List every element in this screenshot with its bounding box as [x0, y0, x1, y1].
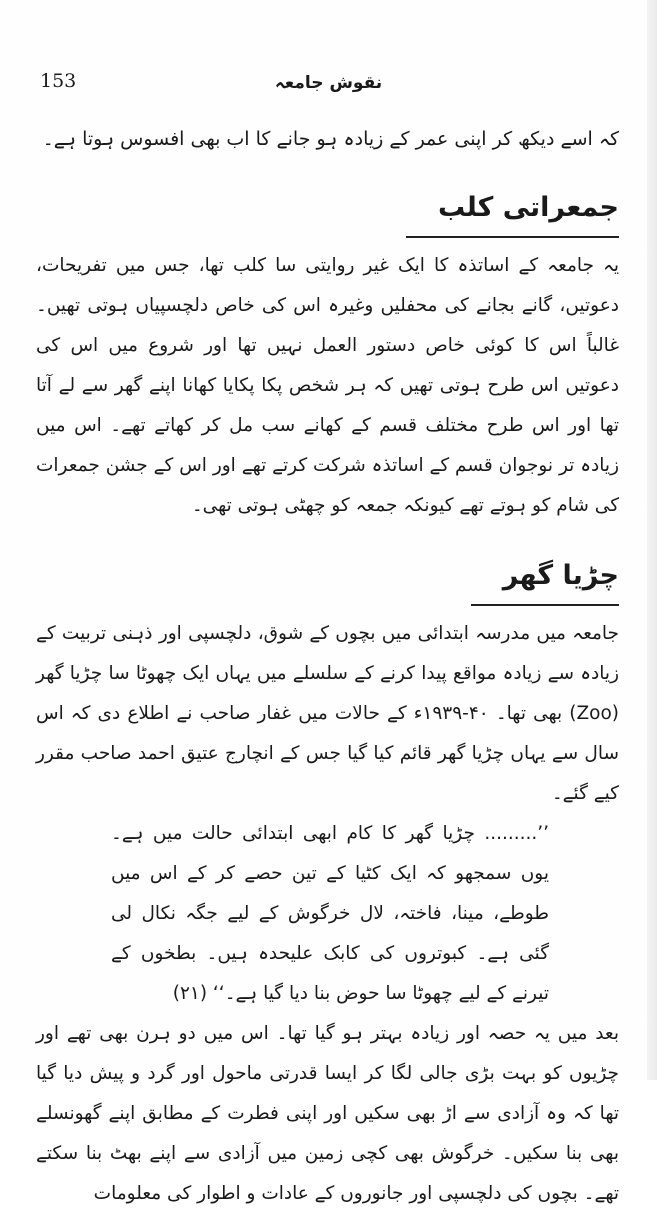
- page-content: [36, 120, 619, 1214]
- intro-line: کہ اسے دیکھ کر اپنی عمر کے زیادہ ہو جانے کا اب بھی افسوس ہوتا ہے۔: [42, 128, 619, 150]
- section-heading-wrap: [36, 188, 619, 238]
- section-heading-wrap: [36, 556, 619, 606]
- paragraph-thursday-club: یہ جامعہ کے اساتذہ کا ایک غیر روایتی سا کلب تھا، جس میں تفریحات، دعوتیں، گانے بجانے کی محفلیں وغیرہ اس کی خاص دلچسپیاں ہوتی تھیں۔ غالباً اس کا کوئی خاص دستور العمل نہیں تھا اور شروع میں اس کی دعوتیں اس طرح ہوتی تھیں کہ ہر شخص پکا پکایا کھانا اپنے گھر سے لے آتا تھا اور اس طرح مختلف قسم کے کھانے سب مل کر کھاتے تھے۔ اس میں زیادہ تر نوجوان قسم کے اساتذہ شرکت کرتے تھے اور اس کے جشن جمعرات کی شام کو ہوتے تھے کیونکہ جمعہ کو چھٹی ہوتی تھی۔: [36, 255, 619, 516]
- section-heading-thursday-club: جمعراتی کلب: [406, 188, 619, 238]
- page-edge: [647, 0, 657, 1080]
- paragraph-zoo-continued: بعد میں یہ حصہ اور زیادہ بہتر ہو گیا تھا۔ اس میں دو ہرن بھی تھے اور چڑیوں کو بہت بڑی جالی لگا کر ایسا قدرتی ماحول اور گرد و پیش دیا گیا تھا کہ وہ آزادی سے اڑ بھی سکیں اور اپنی فطرت کے مطابق اپنے گھونسلے بھی بنا سکیں۔ خرگوش بھی کچی زمین میں آزادی سے اپنے بھٹ بنا سکتے تھے۔ بچوں کی دلچسپی اور جانوروں کے عادات و اطوار کی معلومات: [36, 1023, 619, 1204]
- section-heading-zoo: چڑیا گھر: [471, 556, 619, 606]
- page-header: [40, 70, 617, 100]
- paragraph-zoo: جامعہ میں مدرسہ ابتدائی میں بچوں کے شوق، دلچسپی اور ذہنی تربیت کے زیادہ سے زیادہ مواقع پیدا کرنے کے سلسلے میں یہاں ایک چھوٹا سا چڑیا گھر (Zoo) بھی تھا۔ ۴۰-۱۹۳۹ء کے حالات میں غفار صاحب نے اطلاع دی کہ اس سال سے یہاں چڑیا گھر قائم کیا گیا جس کے انچارج عتیق احمد صاحب مقرر کیے گئے۔: [36, 623, 619, 804]
- running-title: نقوش جامعہ: [274, 73, 383, 93]
- page-number: 153: [40, 70, 77, 92]
- block-quote: ’’......... چڑیا گھر کا کام ابھی ابتدائی حالت میں ہے۔ یوں سمجھو کہ ایک کٹیا کے تین حصے کر کے اس میں طوطے، مینا، فاختہ، لال خرگوش کے لیے جگہ نکال لی گئی ہے۔ کبوتروں کی کابک علیحدہ ہیں۔ بطخوں کے تیرنے کے لیے چھوٹا سا حوض بنا دیا گیا ہے۔‘‘ (۲۱): [111, 823, 549, 1004]
